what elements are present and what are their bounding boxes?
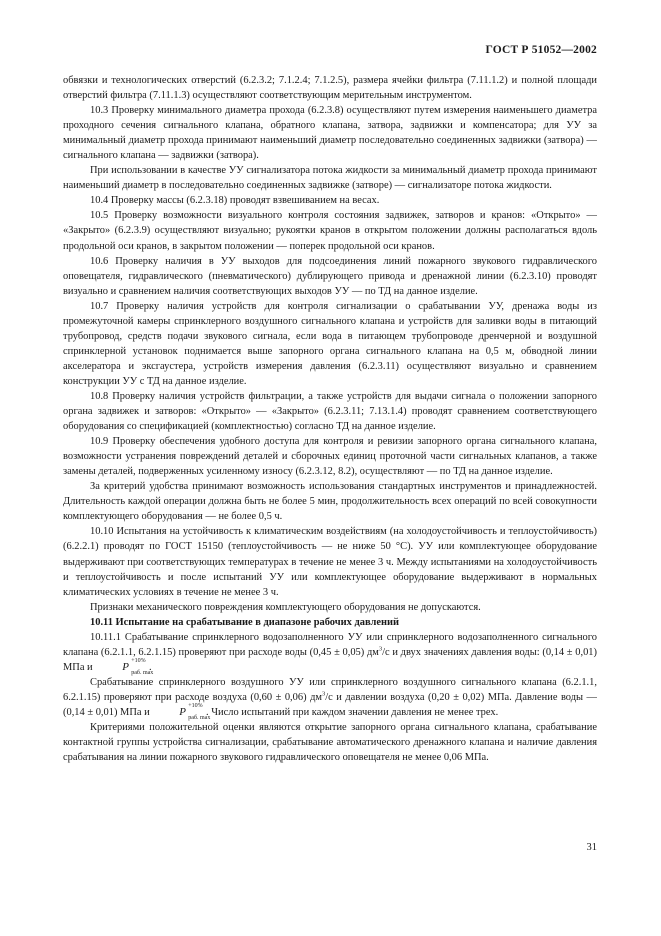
superscript: 3 xyxy=(378,645,383,653)
paragraph: 10.4 Проверку массы (6.2.3.18) проводят взвешиванием на весах. xyxy=(90,195,380,207)
paragraph-text: /с и давлении воздуха (0,20 ± 0,02) МПа. Давление воды — (0,14 ± 0,01) МПа и xyxy=(63,691,597,718)
paragraph: 10.5 Проверку возможности визуального контроля состояния задвижек, затворов и кранов: «Открыто» — «Закрыто» (6.2.3.9) осуществляют визуально; рукоятки кранов в открытом положении должны располагаться вдоль продольной оси кранов, в закрытом положении — поперек продольной оси кранов. xyxy=(63,210,597,252)
pressure-formula xyxy=(152,702,211,721)
paragraph: Признаки механического повреждения комплектующего оборудования не допускаются. xyxy=(90,601,481,613)
paragraph: 10.6 Проверку наличия в УУ выходов для подсоединения линий пожарного звукового гидравлического оповещателя, гидравлического (пневматического) дублирующего привода и дренажной линии (6.2.3.10) проводят визуально и сравнением наличия соответствующих выходов УУ — по ТД на данное изделие. xyxy=(63,255,597,297)
document-body xyxy=(63,73,597,765)
paragraph: Критериями положительной оценки являются открытие запорного органа сигнального клапана, срабатывание контактной группы устройства сигнализации, срабатывание автоматического дренажного клапана и наличие давления срабатывания на линии пожарного звукового гидравлического оповещателя не менее 0,06 МПа. xyxy=(63,722,597,764)
paragraph-text: . xyxy=(149,661,152,673)
formula-subscript: раб. max xyxy=(188,714,211,721)
pressure-formula xyxy=(95,657,154,676)
standard-header: ГОСТ Р 51052—2002 xyxy=(485,44,597,56)
paragraph: 10.10 Испытания на устойчивость к климатическим воздействиям (на холодоустойчивость и теплоустойчивость) (6.2.2.1) проводят по ГОСТ 15150 (теплоустойчивость — не ниже 50 °С). УУ или комплектующее оборудование выдерживают при соответствующих температурах в течение не менее 3 ч. Между испытаниями на холодоустойчивость и теплоустойчивость и после испытаний УУ или комплектующее оборудование выдерживают в нормальных климатических условиях в течение не менее 3 ч. xyxy=(63,526,597,598)
paragraph: За критерий удобства принимают возможность использования стандартных инструментов и принадлежностей. Длительность каждой операции должна быть не более 5 мин, продолжительность всех операций по всей совокупности комплектующего оборудования — не более 0,5 ч. xyxy=(63,481,597,523)
paragraph-text: Срабатывание спринклерного воздушного УУ или спринклерного воздушного сигнального клапана (6.2.1.1, 6.2.1.15) проверяют при расходе воздуха (0,60 ± 0,06) дм xyxy=(63,676,597,703)
paragraph: 10.9 Проверку обеспечения удобного доступа для контроля и ревизии запорного органа сигнального клапана, возможности устранения повреждений деталей и сборочных единиц проточной части сигнальных клапанов, а также замены деталей, подверженных усиленному износу (6.2.3.12, 8.2), осуществляют — по ТД на данное изделие. xyxy=(63,436,597,478)
paragraph-text: 10.11.1 Срабатывание спринклерного водозаполненного УУ или спринклерного водозаполненного сигнального клапана (6.2.1.1, 6.2.1.15) проверяют при расходе воды (0,45 ± 0,05) дм xyxy=(63,631,597,658)
formula-symbol: P xyxy=(122,660,129,673)
paragraph: При использовании в качестве УУ сигнализатора потока жидкости за минимальный диаметр прохода принимают наименьший диаметр в последовательно соединенных задвижке (затворе) — сигнализаторе потока жидкости. xyxy=(63,165,597,192)
page-number: 31 xyxy=(586,842,597,853)
paragraph-text: /с и двух значениях давления воды: (0,14 ± 0,01) МПа и xyxy=(63,646,597,673)
paragraph: 10.7 Проверку наличия устройств для контроля сигнализации о срабатывании УУ, дренажа воды из промежуточной камеры спринклерного воздушного сигнального клапана и устройств для заливки воды в питающий трубопровод, средств подачи звукового сигнала, если вода в питающем трубопроводе дренчерной и воздушной спринклерной установок поднимается выше запорного органа сигнального клапана на 0,5 м, обводной линии акселератора и эксгаустера, устройств измерения давления (6.2.3.11) осуществляют визуально и сравнением конструкции УУ с ТД на данное изделие. xyxy=(63,300,597,387)
paragraph: 10.3 Проверку минимального диаметра прохода (6.2.3.8) осуществляют путем измерения наименьшего диаметра проходного сечения сигнального клапана, обратного клапана, затвора, задвижки и компенсатора; для УУ за минимальный диаметр прохода принимают наименьший диаметр последовательно соединенных задвижки (затвора) — сигнального клапана — задвижки (затвора). xyxy=(63,105,597,162)
formula-symbol: P xyxy=(179,705,187,718)
section-heading: 10.11 Испытание на срабатывание в диапазоне рабочих давлений xyxy=(90,616,400,628)
paragraph: 10.8 Проверку наличия устройств фильтрации, а также устройств для выдачи сигнала о положении запорного органа задвижек и затворов: «Открыто» — «Закрыто» (6.2.3.11; 7.13.1.4) проводят сравнением соответствующего оборудования со спецификацией (комплектностью) согласно ТД на данное изделие. xyxy=(63,390,597,433)
formula-superscript: +10% xyxy=(131,657,146,664)
paragraph-text: . Число испытаний при каждом значении давления не менее трех. xyxy=(206,706,499,718)
superscript: 3 xyxy=(322,690,326,698)
formula-subscript: раб. max xyxy=(131,669,154,676)
paragraph xyxy=(63,630,597,675)
paragraph xyxy=(63,675,597,720)
formula-superscript: +10% xyxy=(188,702,203,709)
paragraph: обвязки и технологических отверстий (6.2.3.2; 7.1.2.4; 7.1.2.5), размера ячейки фильтра (7.11.1.2) и полной площади отверстий фильтра (7.11.1.3) осуществляют соответствующим мерительным инструментом. xyxy=(63,75,597,102)
